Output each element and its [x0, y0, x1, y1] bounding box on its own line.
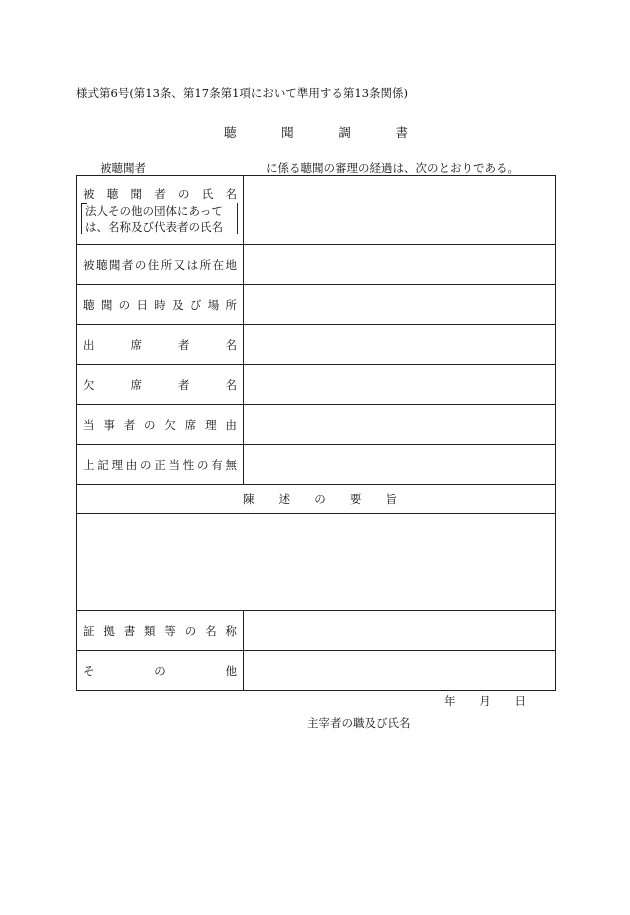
label-char: 名 [205, 624, 217, 638]
label-char: 聴 [83, 298, 95, 312]
label-char: 名 [225, 187, 237, 201]
date-char: 日 [514, 694, 526, 708]
note-line: 法人その他の団体にあって [85, 204, 223, 218]
label-char: 証 [83, 624, 95, 638]
date-char: 年 [444, 694, 456, 708]
label-char: 者 [121, 258, 134, 272]
label-char: 欠 [83, 378, 95, 392]
label-char: 事 [103, 418, 115, 432]
label-char: 地 [225, 258, 237, 272]
label-char: 理 [111, 458, 123, 472]
label-char: の [314, 492, 326, 506]
label-char: 所 [199, 258, 212, 272]
row-reason-validity-label [77, 444, 243, 484]
label-char: の [134, 258, 147, 272]
label-char: 正 [154, 458, 166, 472]
row-name-label [77, 176, 243, 244]
label-char: 又 [173, 258, 186, 272]
label-char: 所 [225, 298, 237, 312]
label-char: 欠 [164, 418, 176, 432]
label-char: 理 [205, 418, 217, 432]
label-char: 陳 [243, 492, 255, 506]
label-char: 無 [225, 458, 237, 472]
label-char: 名 [225, 338, 237, 352]
form-number: 様式第6号(第13条、第17条第1項において準用する第13条関係) [76, 86, 409, 100]
label-char: 性 [182, 458, 195, 472]
label-char: は [186, 258, 199, 272]
date-line [444, 693, 526, 709]
label-char: の [118, 298, 131, 312]
note-line: は、名称及び代表者の氏名 [85, 220, 223, 234]
statement-summary-field[interactable] [77, 513, 555, 610]
label-char: 書 [123, 624, 136, 638]
label-char: の [178, 187, 190, 201]
document-title [224, 123, 408, 141]
label-char: 出 [83, 338, 95, 352]
date-char: 月 [479, 694, 491, 708]
row-other-label [77, 650, 243, 691]
title-char: 聞 [281, 125, 294, 140]
label-char: の [154, 664, 166, 678]
label-char: 聞 [108, 258, 121, 272]
label-char: 者 [178, 378, 190, 392]
label-char: 被 [83, 187, 95, 201]
label-char: の [140, 458, 152, 472]
label-char: 類 [144, 624, 156, 638]
label-char: の [197, 458, 209, 472]
label-char: 名 [225, 378, 237, 392]
label-char: 聞 [130, 187, 142, 201]
label-char: 在 [212, 258, 225, 272]
label-char: 席 [130, 338, 142, 352]
label-char: 席 [184, 418, 197, 432]
label-char: 所 [160, 258, 173, 272]
title-char: 調 [338, 125, 351, 140]
label-char: 当 [168, 458, 180, 472]
label-char: 当 [83, 418, 95, 432]
label-char: 旨 [385, 492, 397, 506]
label-char: 日 [136, 298, 148, 312]
label-char: 称 [225, 624, 237, 638]
label-char: 席 [130, 378, 142, 392]
label-char: そ [83, 664, 95, 678]
label-char: の [144, 418, 156, 432]
label-char: 等 [164, 624, 176, 638]
label-char: 由 [125, 458, 138, 472]
label-char: 時 [154, 298, 166, 312]
label-char: 及 [172, 298, 184, 312]
label-char: の [184, 624, 197, 638]
label-char: 氏 [201, 187, 214, 201]
row-absence-reason-label [77, 404, 243, 444]
label-char: 拠 [103, 624, 115, 638]
row-evidence-label [77, 610, 243, 650]
label-char: 被 [83, 258, 95, 272]
label-char: 住 [147, 258, 160, 272]
label-char: 他 [225, 664, 237, 678]
note-bracket [81, 203, 238, 234]
hearing-record-table [76, 175, 556, 691]
row-address-label [77, 244, 243, 284]
row-attendees-label [77, 324, 243, 364]
label-char: 上 [83, 458, 95, 472]
label-char: 者 [178, 338, 190, 352]
subject-label: 被聴聞者 [100, 161, 146, 175]
label-char: び [189, 298, 202, 312]
label-char: 由 [225, 418, 237, 432]
row-absentees-label [77, 364, 243, 404]
label-char: 聴 [106, 187, 119, 201]
intro-text: に係る聴聞の審理の経過は、次のとおりである。 [266, 161, 519, 175]
label-char: 有 [211, 458, 223, 472]
label-char: 要 [349, 492, 362, 506]
label-char: 聞 [100, 298, 113, 312]
title-char: 聴 [224, 125, 237, 140]
statement-summary-header [77, 484, 555, 513]
presider-label: 主宰者の職及び氏名 [307, 716, 411, 730]
label-char: 者 [154, 187, 166, 201]
row-datetime-label [77, 284, 243, 324]
label-char: 者 [123, 418, 136, 432]
label-char: 記 [97, 458, 109, 472]
label-char: 場 [207, 298, 220, 312]
title-char: 書 [395, 125, 408, 140]
label-char: 聴 [95, 258, 108, 272]
label-char: 述 [278, 492, 291, 506]
